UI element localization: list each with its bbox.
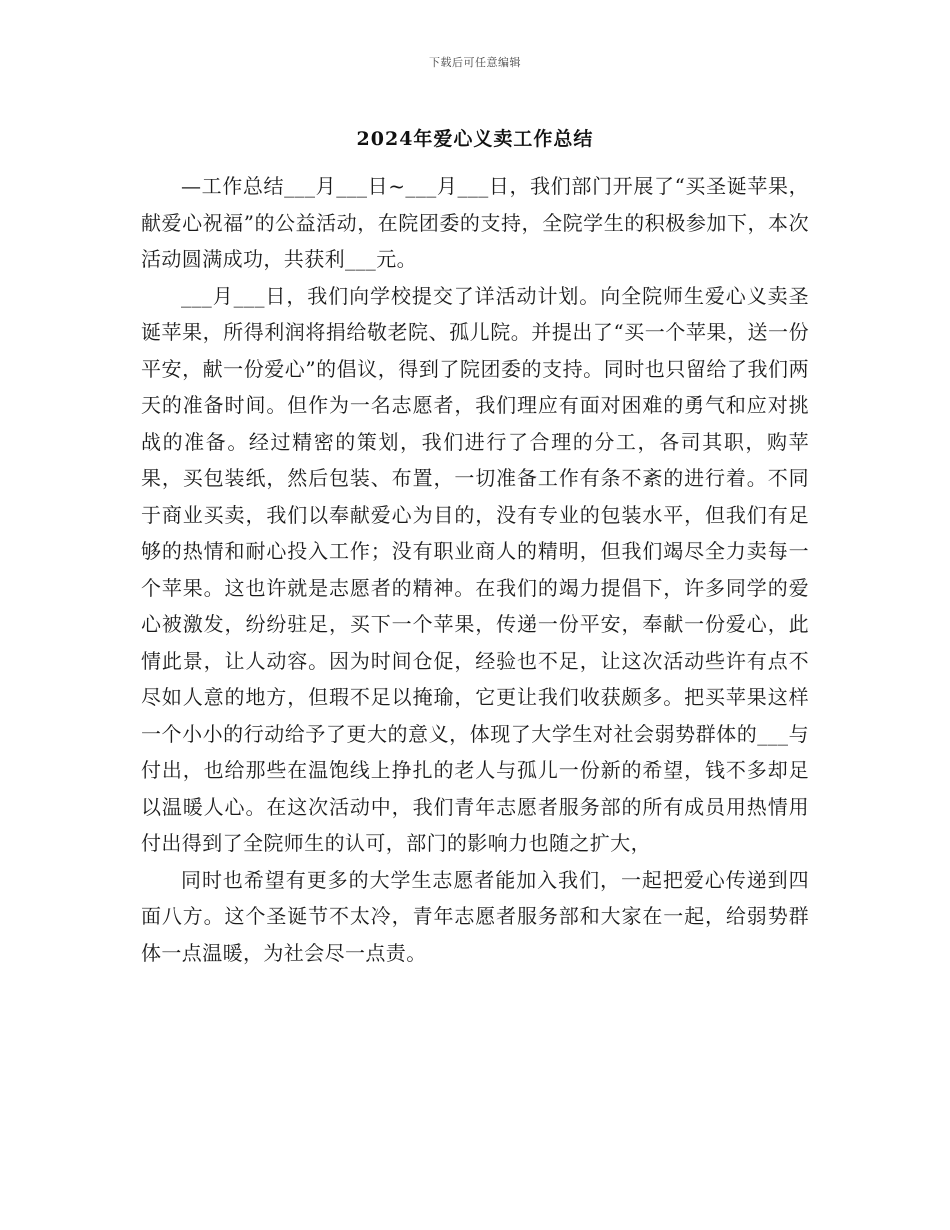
paragraph-closing: 同时也希望有更多的大学生志愿者能加入我们，一起把爱心传递到四面八方。这个圣诞节不太冷，青年志愿者服务部和大家在一起，给弱势群体一点温暖，为社会尽一点责。 [141, 867, 809, 965]
document-title: 2024年爱心义卖工作总结 [356, 128, 594, 150]
paragraph-activity: ___月___日，我们向学校提交了详活动计划。向全院师生爱心义卖圣诞苹果，所得利润将捐给敬老院、孤儿院。并提出了“买一个苹果，送一份平安，献一份爱心”的倡议，得到了院团委的支持。同时也只留给了我们两天的准备时间。但作为一名志愿者，我们理应有面对困难的勇气和应对挑战的准备。经过精密的策划，我们进行了合理的分工，各司其职，购苹果，买包装纸，然后包装、布置，一切准备工作有条不紊的进行着。不同于商业买卖，我们以奉献爱心为目的，没有专业的包装水平，但我们有足够的热情和耐心投入工作；没有职业商人的精明，但我们竭尽全力卖每一个苹果。这也许就是志愿者的精神。在我们的竭力提倡下，许多同学的爱心被激发，纷纷驻足，买下一个苹果，传递一份平安，奉献一份爱心，此情此景，让人动容。因为时间仓促，经验也不足，让这次活动些许有点不尽如人意的地方，但瑕不足以掩瑜，它更让我们收获颇多。把买苹果这样一个小小的行动给予了更大的意义，体现了大学生对社会弱势群体的___与付出，也给那些在温饱线上挣扎的老人与孤儿一份新的希望，钱不多却足以温暖人心。在这次活动中，我们青年志愿者服务部的所有成员用热情用付出得到了全院师生的认可，部门的影响力也随之扩大， [141, 283, 809, 855]
page-header-note: 下载后可任意编辑 [429, 56, 521, 69]
paragraph-intro: —工作总结___月___日~___月___日，我们部门开展了“买圣诞苹果，献爱心祝福”的公益活动，在院团委的支持，全院学生的积极参加下，本次活动圆满成功，共获利___元。 [141, 174, 809, 271]
document-body [141, 168, 809, 971]
